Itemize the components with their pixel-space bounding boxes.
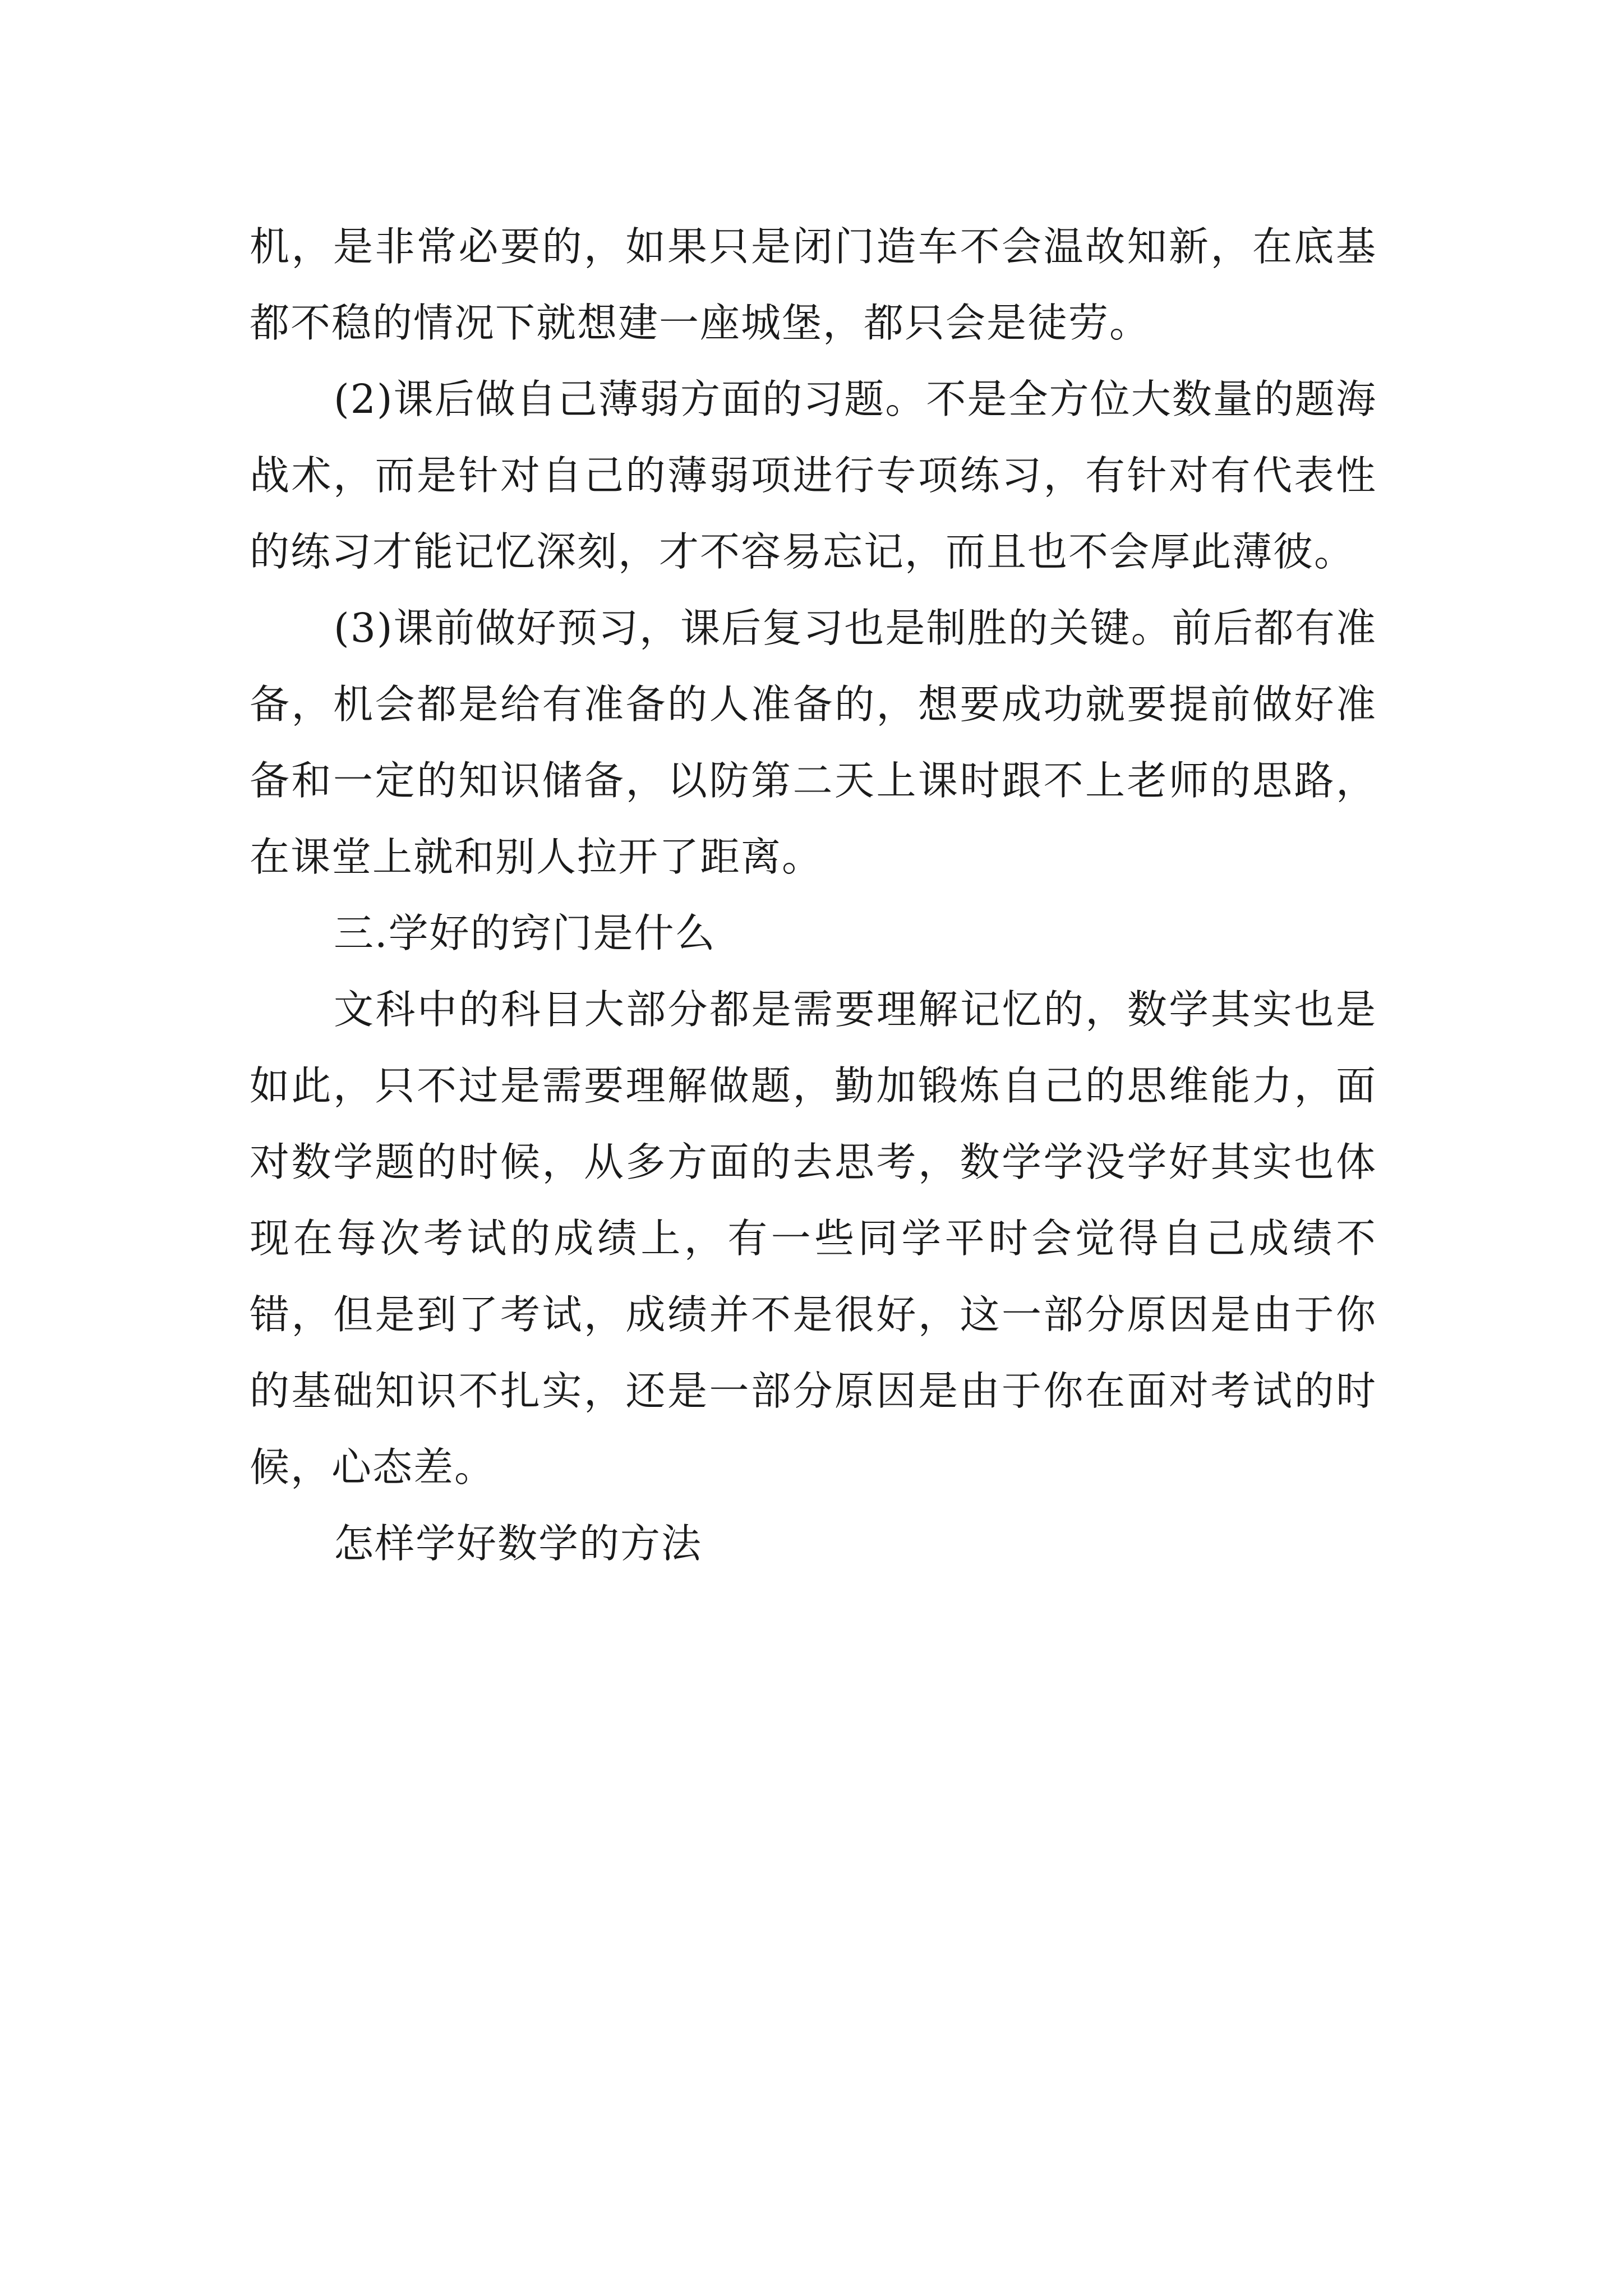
paragraph-item-2: (2)课后做自己薄弱方面的习题。不是全方位大数量的题海战术，而是针对自己的薄弱项进行专项练习，有针对有代表性的练习才能记忆深刻，才不容易忘记，而且也不会厚此薄彼。	[250, 376, 1377, 575]
paragraph-body: 文科中的科目大部分都是需要理解记忆的，数学其实也是如此，只不过是需要理解做题，勤加锻炼自己的思维能力，面对数学题的时候，从多方面的去思考，数学学没学好其实也体现在每次考试的成绩上，有一些同学平时会觉得自己成绩不错，但是到了考试，成绩并不是很好，这一部分原因是由于你的基础知识不扎实，还是一部分原因是由于你在面对考试的时候，心态差。	[250, 986, 1377, 1490]
section-heading-3: 三.学好的窍门是什么	[334, 910, 716, 956]
heading-method: 怎样学好数学的方法	[334, 1520, 703, 1567]
paragraph-item-3: (3)课前做好预习，课后复习也是制胜的关键。前后都有准备，机会都是给有准备的人准备的，想要成功就要提前做好准备和一定的知识储备，以防第二天上课时跟不上老师的思路，在课堂上就和别人拉开了距离。	[250, 605, 1377, 880]
document-body	[250, 209, 1377, 1582]
paragraph-continued: 机，是非常必要的，如果只是闭门造车不会温故知新，在底基都不稳的情况下就想建一座城堡，都只会是徒劳。	[250, 223, 1377, 346]
